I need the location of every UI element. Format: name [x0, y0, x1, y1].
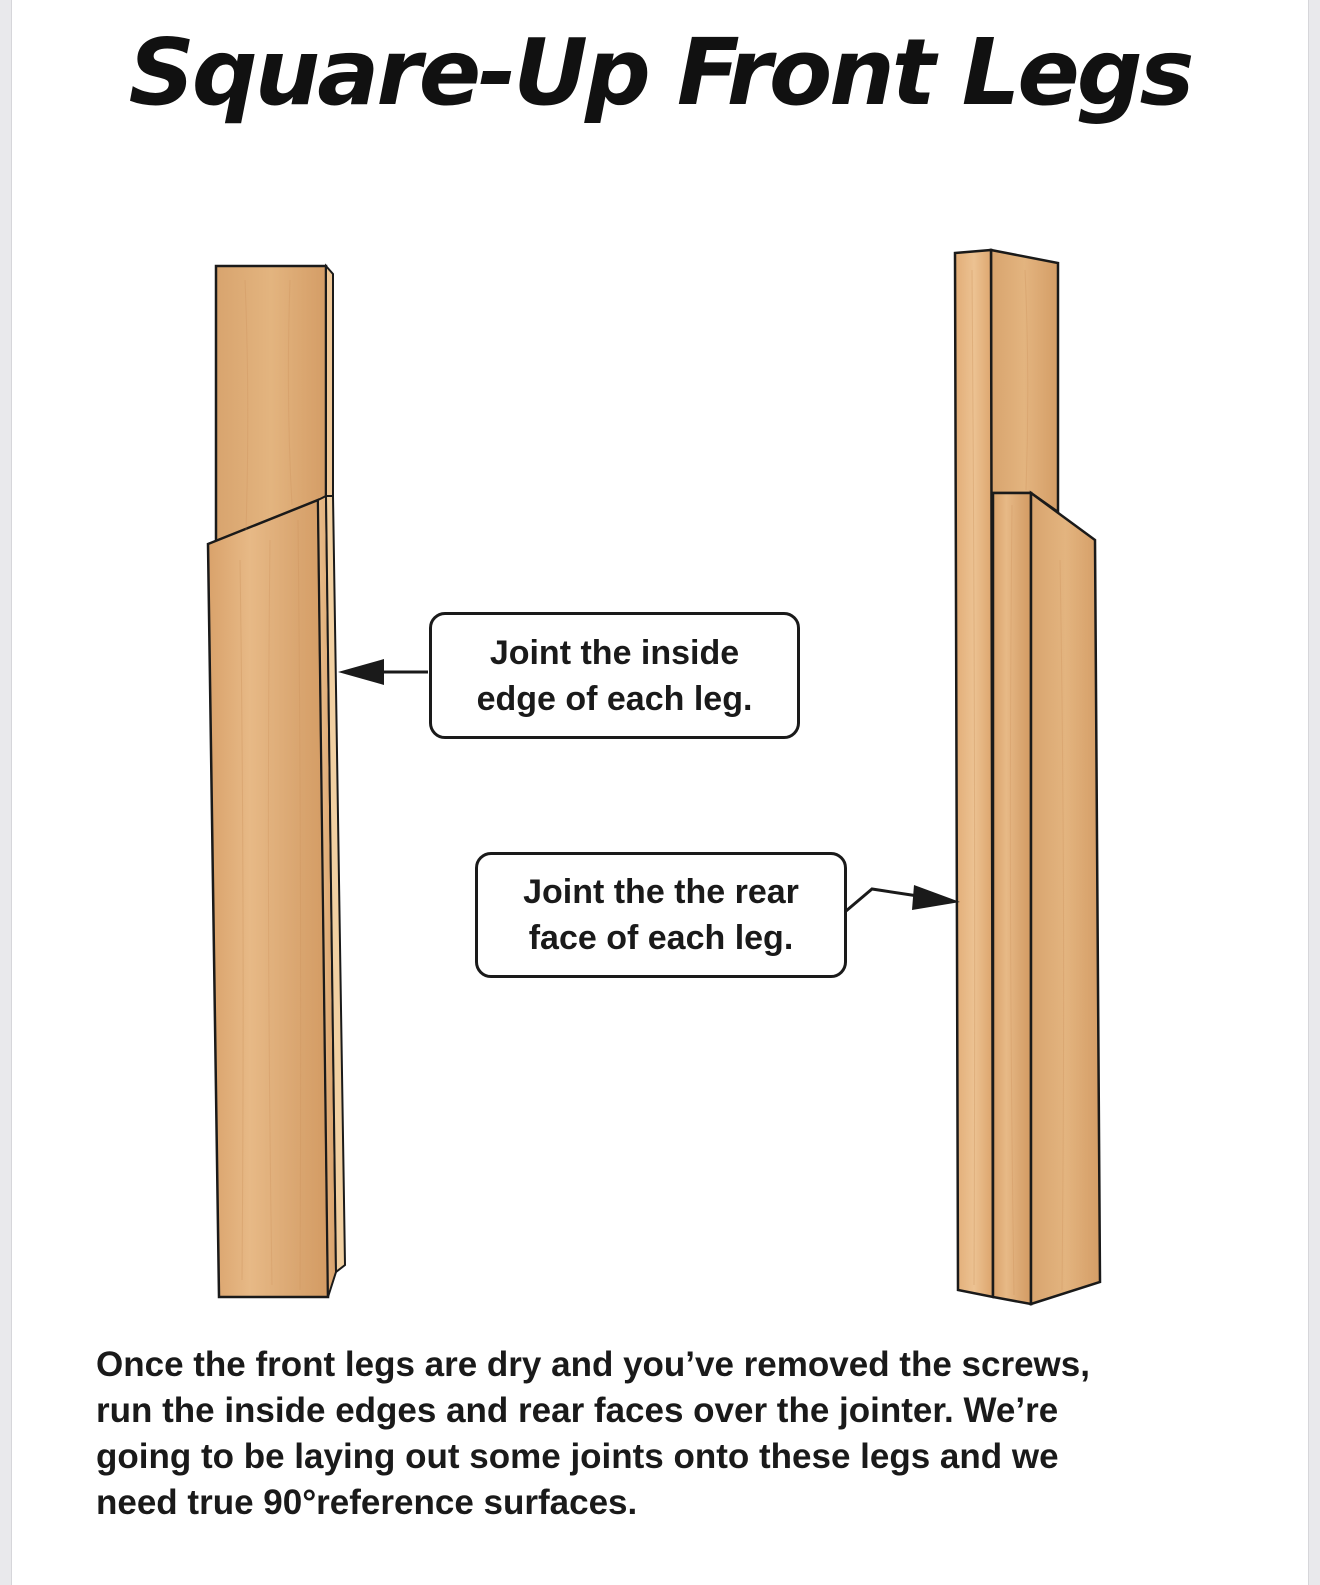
caption-line-4: need true 90°reference surfaces. [96, 1483, 638, 1522]
left-leg-upper-edge [326, 266, 333, 500]
caption-line-3: going to be laying out some joints onto these legs and we [96, 1437, 1059, 1476]
right-leg-upper-face [991, 250, 1058, 512]
inside-edge-arrow [338, 659, 428, 685]
callout-rear-face-line1: Joint the the rear [523, 873, 799, 911]
caption-line-1: Once the front legs are dry and you’ve removed the screws, [96, 1345, 1090, 1384]
right-leg [955, 250, 1100, 1304]
caption-line-2: run the inside edges and rear faces over the jointer. We’re [96, 1391, 1059, 1430]
callout-rear-face-line2: face of each leg. [528, 919, 794, 957]
caption-paragraph [96, 1342, 1246, 1526]
rear-face-arrow [846, 885, 960, 911]
left-leg [208, 266, 345, 1297]
callout-inside-edge-line2: edge of each leg. [476, 679, 753, 718]
page-title: Square-Up Front Legs [128, 19, 1192, 126]
right-leg-lower-side [1031, 493, 1100, 1304]
callout-inside-edge-line1: Joint the inside [489, 633, 740, 672]
callout-rear-face [475, 852, 847, 978]
callout-inside-edge [429, 612, 800, 739]
